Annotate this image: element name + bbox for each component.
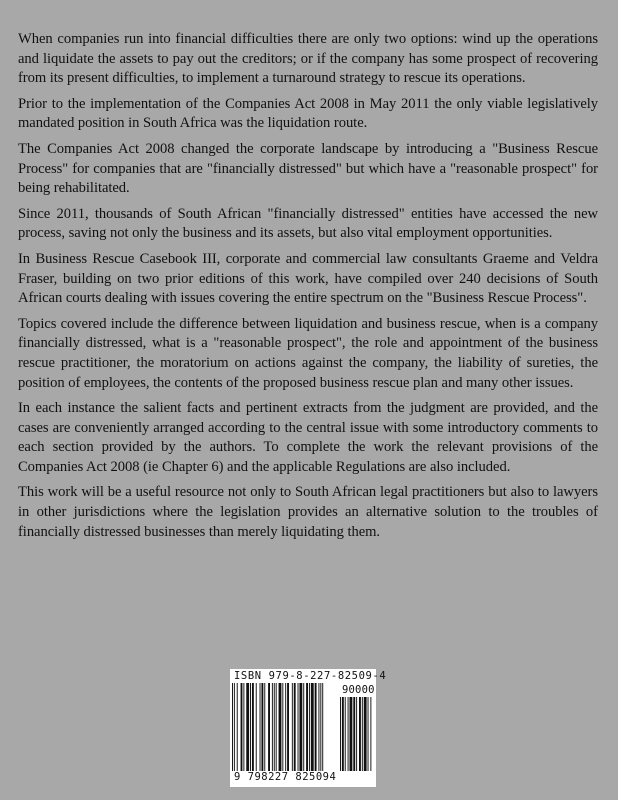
paragraph-companies-act: The Companies Act 2008 changed the corporate landscape by introducing a "Business Rescue Process" for companies that are "financially distressed" but which have a "reasonable prospect" for being rehabilitated. — [18, 140, 598, 197]
barcode-bar — [368, 697, 369, 771]
barcode-bar — [287, 683, 289, 771]
barcode-bar — [276, 683, 277, 771]
barcode-bar — [315, 683, 317, 771]
barcode-bar — [241, 683, 243, 771]
barcode-bar — [292, 683, 293, 771]
barcode-bar — [303, 683, 304, 771]
addon-barcode-bars — [340, 697, 374, 771]
paragraph-prior-act: Prior to the implementation of the Companies Act 2008 in May 2011 the only viable legislatively mandated position in South Africa was the liquidation route. — [18, 95, 598, 132]
barcode-bar — [250, 683, 251, 771]
barcode-bar — [285, 683, 286, 771]
barcode-bar — [353, 697, 355, 771]
barcode-bar — [232, 683, 233, 771]
barcode-bar — [256, 683, 257, 771]
barcode-bar — [260, 683, 261, 771]
barcode-bar — [274, 683, 275, 771]
barcode-bar — [299, 683, 302, 771]
barcode-bar — [261, 683, 263, 771]
isbn-label: ISBN 979-8-227-82509-4 — [234, 670, 387, 682]
paragraph-since-2011: Since 2011, thousands of South African "financially distressed" entities have accessed the new process, saving not only the business and its assets, but also vital employment opportunities. — [18, 205, 598, 242]
barcode-bar — [318, 683, 319, 771]
barcode-bar — [234, 683, 235, 771]
barcode-bar — [342, 697, 344, 771]
barcode-bar — [294, 683, 296, 771]
barcode-bar — [279, 683, 282, 771]
back-cover-text — [18, 30, 598, 548]
barcode-bar — [298, 683, 299, 771]
barcode-bar — [237, 683, 238, 771]
barcode-bar — [246, 683, 249, 771]
paragraph-each-instance: In each instance the salient facts and pertinent extracts from the judgment are provided, and the cases are conveniently arranged according to the central issue with some introductory comments to each section provided by the authors. To complete the work the relevant provisions of the Companies Act 2008 (ie Chapter 6) and the applicable Regulations are also included. — [18, 400, 598, 475]
barcode-bar — [340, 697, 341, 771]
barcode-bar — [243, 683, 244, 771]
barcode-bar — [359, 697, 361, 771]
barcode-bar — [364, 697, 367, 771]
paragraph-useful-resource: This work will be a useful resource not only to South African legal practitioners but also to lawyers in other jurisdictions where the legislation provides an alternative solution to the troubles of financially distressed businesses than merely liquidating them. — [18, 484, 598, 540]
barcode-bar — [356, 697, 357, 771]
barcode-bar — [306, 683, 308, 771]
barcode-bar — [320, 683, 321, 771]
barcode-bar — [268, 683, 270, 771]
price-code: 90000 — [342, 684, 375, 696]
barcode-bar — [252, 683, 254, 771]
barcode-bar — [350, 697, 353, 771]
paragraph-intro: When companies run into financial difficulties there are only two options: wind up the operations and liquidate the assets to pay out the creditors; or if the company has some prospect of recovering from its present difficulties, to implement a turnaround strategy to rescue its operations. — [18, 31, 598, 87]
barcode-bar — [345, 697, 346, 771]
isbn-digits: 9 798227 825094 — [234, 771, 337, 783]
barcode-bar — [309, 683, 310, 771]
barcode-bar — [370, 697, 371, 771]
barcode-bar — [282, 683, 283, 771]
ean-barcode-bars — [232, 683, 338, 771]
barcode-bar — [362, 697, 363, 771]
barcode-bar — [311, 683, 314, 771]
barcode-bar — [348, 697, 349, 771]
paragraph-topics: Topics covered include the difference between liquidation and business rescue, when is a company financially distressed, what is a "reasonable prospect", the role and appointment of the business rescue practitioner, the moratorium on actions against the company, the liability of sureties, the position of employees, the contents of the proposed business rescue plan and many other issues. — [18, 315, 598, 391]
barcode-bar — [272, 683, 273, 771]
barcode-bar — [264, 683, 265, 771]
barcode-bar — [322, 683, 323, 771]
paragraph-casebook: In Business Rescue Casebook III, corporate and commercial law consultants Graeme and Veldra Fraser, building on two prior editions of this work, have compiled over 240 decisions of South African courts dealing with issues covering the entire spectrum on the "Business Rescue Process". — [18, 250, 598, 307]
isbn-barcode — [230, 669, 387, 787]
